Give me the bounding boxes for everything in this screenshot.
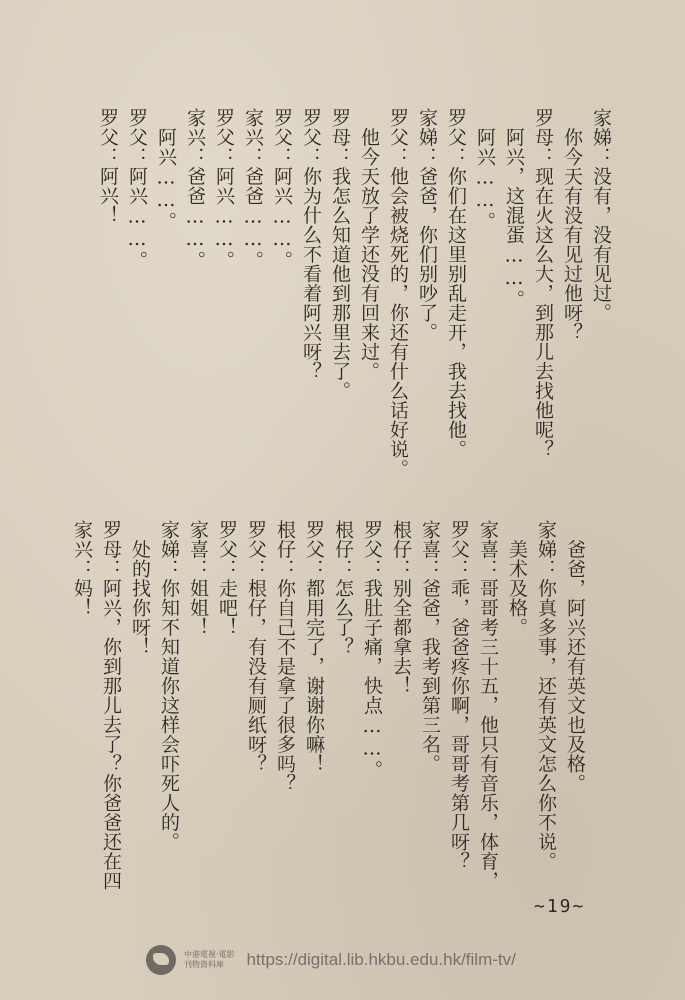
script-line: 罗父：阿兴……。 [271, 108, 293, 270]
script-line: 罗母：现在火这么大，到那儿去找他呢？ [532, 108, 554, 459]
script-line: 罗父：阿兴！ [97, 108, 119, 225]
script-line: 你今天有没有见过他呀？ [561, 108, 583, 342]
script-line: 家娣：你知不知道你这样会吓死人的。 [158, 520, 180, 852]
script-line: 罗父：你们在这里别乱走开，我去找他。 [445, 108, 467, 459]
script-line: 罗母：我怎么知道他到那里去了。 [329, 108, 351, 401]
script-line: 罗父：根仔，有没有厕纸呀？ [245, 520, 267, 774]
script-line: 阿兴……。 [474, 108, 496, 231]
script-line: 罗父：都用完了，谢谢你嘛！ [303, 520, 325, 774]
script-line: 家娣：没有，没有见过。 [590, 108, 612, 323]
script-line: 阿兴……。 [155, 108, 177, 231]
script-line: 家娣：你真多事，还有英文怎么你不说。 [535, 520, 557, 871]
archive-url: https://digital.lib.hkbu.edu.hk/film-tv/ [246, 950, 516, 969]
script-line: 根仔：别全都拿去！ [390, 520, 412, 696]
script-line: 罗父：阿兴……。 [126, 108, 148, 270]
script-line: 阿兴，这混蛋……。 [503, 108, 525, 309]
script-line: 根仔：你自己不是拿了很多吗？ [274, 520, 296, 793]
archive-logo-icon [146, 945, 176, 975]
script-line: 处的找你呀！ [129, 520, 151, 657]
script-line: 罗父：走吧！ [216, 520, 238, 637]
script-line: 罗父：阿兴……。 [213, 108, 235, 270]
script-line: 美术及格。 [506, 520, 528, 637]
archive-name [184, 950, 235, 970]
script-line: 家娣：爸爸，你们别吵了。 [416, 108, 438, 342]
script-line: 家兴：妈！ [71, 520, 93, 618]
script-line: 罗父：我肚子痛，快点……。 [361, 520, 383, 780]
archive-watermark [146, 945, 516, 975]
archive-name-line1: 中港電視·電影 [184, 950, 235, 959]
script-line: 罗父：乖，爸爸疼你啊，哥哥考第几呀？ [448, 520, 470, 871]
script-line: 家喜：哥哥考三十五，他只有音乐，体育， [477, 520, 499, 891]
archive-name-line2: 刊物資料庫 [184, 960, 224, 969]
script-line: 家兴：爸爸……。 [184, 108, 206, 270]
script-line: 家喜：爸爸，我考到第三名。 [419, 520, 441, 774]
script-line: 家喜：姐姐！ [187, 520, 209, 637]
script-line: 罗父：你为什么不看着阿兴呀？ [300, 108, 322, 381]
script-line: 家兴：爸爸……。 [242, 108, 264, 270]
script-block-top [93, 108, 615, 479]
script-line: 罗父：他会被烧死的，你还有什么话好说。 [387, 108, 409, 479]
script-line: 根仔：怎么了？ [332, 520, 354, 657]
script-line: 罗母：阿兴，你到那儿去了？你爸爸还在四 [100, 520, 122, 891]
script-block-bottom [67, 520, 589, 891]
script-line: 爸爸，阿兴还有英文也及格。 [564, 520, 586, 793]
page-number: ~19~ [534, 896, 586, 917]
script-line: 他今天放了学还没有回来过。 [358, 108, 380, 381]
